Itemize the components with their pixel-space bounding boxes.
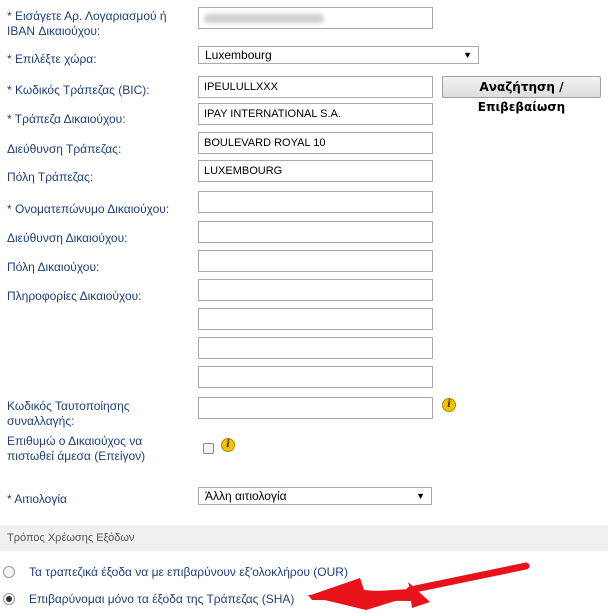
charges-section-title: Τρόπος Χρέωσης Εξόδων bbox=[0, 525, 608, 551]
transaction-id-input[interactable] bbox=[198, 397, 433, 419]
account-label: * Εισάγετε Αρ. Λογαριασμού ή IBAN Δικαιούχου: bbox=[7, 9, 167, 38]
urgent-label: Επιθυμώ ο Δικαιούχος να πιστωθεί άμεσα (Επείγον) bbox=[7, 434, 146, 463]
transaction-id-label: Κωδικός Ταυτοποίησης συναλλαγής: bbox=[7, 399, 130, 428]
beneficiary-name-input[interactable] bbox=[198, 191, 433, 213]
beneficiary-info-label: Πληροφορίες Δικαιούχου: bbox=[7, 289, 142, 303]
bank-city-input[interactable]: LUXEMBOURG bbox=[198, 160, 433, 182]
search-verify-button[interactable]: Αναζήτηση / Επιβεβαίωση bbox=[442, 76, 601, 98]
dropdown-arrow-icon: ▼ bbox=[463, 50, 472, 60]
redacted-value bbox=[204, 14, 324, 23]
beneficiary-address-input[interactable] bbox=[198, 221, 433, 243]
country-label: * Επιλέξτε χώρα: bbox=[7, 52, 97, 66]
urgent-checkbox[interactable] bbox=[203, 443, 214, 454]
beneficiary-info-line-3[interactable] bbox=[198, 337, 433, 359]
bic-input[interactable]: IPEULULLXXX bbox=[198, 76, 433, 98]
charges-our-radio[interactable] bbox=[3, 566, 15, 578]
bank-address-label: Διεύθυνση Τράπεζας: bbox=[7, 142, 122, 156]
country-value: Luxembourg bbox=[205, 48, 272, 62]
info-icon[interactable]: i bbox=[221, 438, 235, 452]
beneficiary-info-line-4[interactable] bbox=[198, 366, 433, 388]
reason-value: Άλλη αιτιολογία bbox=[205, 489, 287, 503]
beneficiary-info-line-1[interactable] bbox=[198, 279, 433, 301]
charges-sha-label[interactable]: Επιβαρύνομαι μόνο τα έξοδα της Τράπεζας (SHA) bbox=[29, 592, 295, 606]
bank-name-input[interactable]: IPAY INTERNATIONAL S.A. bbox=[198, 103, 433, 125]
beneficiary-city-label: Πόλη Δικαιούχου: bbox=[7, 260, 100, 274]
charges-sha-radio[interactable] bbox=[3, 593, 15, 605]
bic-label: * Κωδικός Τράπεζας (BIC): bbox=[7, 83, 150, 97]
reason-select[interactable] bbox=[198, 487, 432, 505]
bank-name-label: * Τράπεζα Δικαιούχου: bbox=[7, 112, 126, 126]
bank-address-input[interactable]: BOULEVARD ROYAL 10 bbox=[198, 132, 433, 154]
bank-city-label: Πόλη Τράπεζας: bbox=[7, 170, 94, 184]
reason-label: * Αιτιολογία bbox=[7, 492, 67, 506]
beneficiary-city-input[interactable] bbox=[198, 250, 433, 272]
charges-our-label[interactable]: Τα τραπεζικά έξοδα να με επιβαρύνουν εξ'ολοκλήρου (OUR) bbox=[29, 565, 348, 579]
dropdown-arrow-icon: ▼ bbox=[416, 491, 425, 501]
beneficiary-info-line-2[interactable] bbox=[198, 308, 433, 330]
account-input[interactable] bbox=[198, 7, 433, 29]
info-icon[interactable]: i bbox=[442, 398, 456, 412]
red-arrow-annotation bbox=[300, 560, 540, 610]
beneficiary-name-label: * Ονοματεπώνυμο Δικαιούχου: bbox=[7, 202, 170, 216]
beneficiary-address-label: Διεύθυνση Δικαιούχου: bbox=[7, 231, 128, 245]
country-select[interactable] bbox=[198, 46, 479, 64]
